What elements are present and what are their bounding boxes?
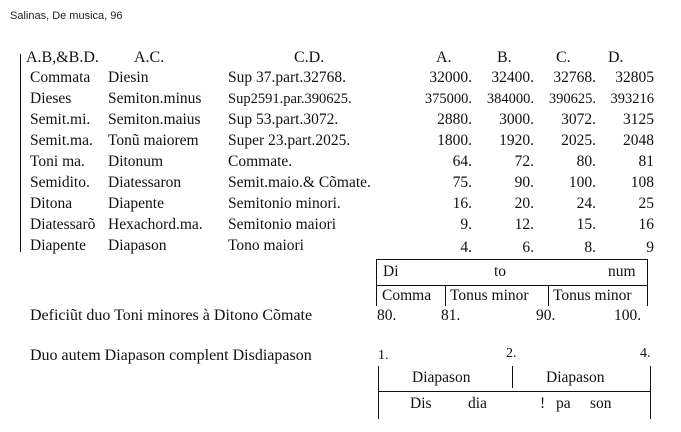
ditonum-di: Di: [383, 263, 399, 280]
cell-c2: Diapason: [108, 237, 167, 254]
disdiapason-right-rule: [650, 366, 651, 419]
cell-c3: Commate.: [228, 153, 293, 170]
header-col-b: B.: [497, 49, 512, 66]
cell-d: 393216: [610, 91, 654, 107]
cell-b: 90.: [514, 174, 534, 191]
cell-c: 15.: [576, 216, 596, 233]
header-col-cd: C.D.: [294, 49, 325, 66]
cell-b: 384000.: [486, 91, 534, 107]
disdiapason-pa: pa: [556, 395, 571, 412]
cell-d: 2048: [623, 132, 654, 149]
disdiapason-son: son: [590, 395, 612, 412]
header-col-ac: A.C.: [134, 49, 165, 66]
disdiapason-rule: [378, 391, 650, 392]
deficiunt-value-81: 81.: [441, 307, 461, 324]
cell-c3: Tono maiori: [228, 237, 304, 254]
ditonum-left-rule: [376, 259, 377, 306]
cell-d: 9: [646, 239, 654, 256]
duo-num-1: 1.: [378, 348, 389, 363]
cell-b: 3000.: [499, 111, 534, 128]
cell-a: 9.: [460, 216, 472, 233]
cell-c1: Semit.mi.: [30, 111, 91, 128]
cell-d: 16: [638, 216, 654, 233]
cell-c2: Diatessaron: [108, 174, 182, 191]
left-brace: [20, 54, 21, 252]
cell-a: 32000.: [429, 69, 472, 86]
cell-b: 20.: [514, 195, 534, 212]
cell-c2: Diesin: [108, 69, 149, 86]
disdiapason-left-rule: [378, 366, 379, 419]
cell-c: 100.: [568, 174, 596, 191]
cell-a: 64.: [452, 153, 472, 170]
cell-a: 2880.: [437, 111, 472, 128]
cell-c3: Sup 37.part.32768.: [228, 69, 346, 86]
deficiunt-value-90: 90.: [536, 307, 556, 324]
ditonum-divider-1: [445, 285, 446, 306]
cell-c1: Toni ma.: [30, 153, 85, 170]
cell-c3: Sup2591.par.390625.: [228, 91, 352, 107]
cell-c2: Semiton.maius: [108, 111, 201, 128]
duo-num-4: 4.: [640, 346, 651, 361]
cell-a: 4.: [460, 239, 472, 256]
cell-c1: Diatessarõ: [30, 216, 96, 233]
disdiapason-mid-rule: [512, 366, 513, 388]
cell-a: 75.: [452, 174, 472, 191]
header-col-c: C.: [556, 49, 571, 66]
cell-b: 1920.: [499, 132, 534, 149]
ditonum-divider-2: [548, 285, 549, 306]
cell-c: 2025.: [561, 132, 596, 149]
ditonum-num: num: [608, 263, 636, 280]
ditonum-cell-tonus-minor-2: Tonus minor: [553, 287, 632, 304]
cell-c2: Hexachord.ma.: [108, 216, 203, 233]
ditonum-to: to: [494, 263, 507, 280]
cell-c1: Ditona: [30, 195, 73, 212]
cell-b: 12.: [514, 216, 534, 233]
deficiunt-text: Deficiũt duo Toni minores à Ditono Cõmate: [30, 307, 313, 324]
cell-b: 32400.: [491, 69, 534, 86]
cell-c3: Semitonio maiori: [228, 216, 337, 233]
cell-c1: Semidito.: [30, 174, 90, 191]
cell-c2: Semiton.minus: [108, 90, 202, 107]
duo-num-2: 2.: [506, 346, 517, 361]
cell-a: 375000.: [424, 91, 472, 107]
cell-c2: Tonũ maiorem: [108, 132, 199, 149]
cell-c: 80.: [576, 153, 596, 170]
disdiapason-cell-diapason-2: Diapason: [546, 369, 605, 386]
cell-c3: Sup 53.part.3072.: [228, 111, 339, 128]
ditonum-cell-tonus-minor-1: Tonus minor: [450, 287, 529, 304]
disdiapason-dis: Dis: [410, 395, 432, 412]
ditonum-right-rule: [647, 259, 648, 306]
disdiapason-cell-diapason-1: Diapason: [412, 369, 471, 386]
cell-c1: Dieses: [30, 90, 72, 107]
cell-c: 32768.: [553, 69, 596, 86]
cell-c: 3072.: [561, 111, 596, 128]
cell-b: 6.: [522, 239, 534, 256]
cell-c: 24.: [576, 195, 596, 212]
ditonum-mid-rule: [376, 285, 648, 286]
header-col-d: D.: [608, 49, 624, 66]
cell-d: 81: [638, 153, 654, 170]
cell-a: 1800.: [437, 132, 472, 149]
header-col-ab-bd: A.B,&B.D.: [26, 49, 99, 66]
cell-d: 25: [638, 195, 654, 212]
cell-c: 390625.: [548, 91, 596, 107]
figure-caption: Salinas, De musica, 96: [10, 10, 123, 22]
cell-d: 32805: [615, 69, 654, 86]
cell-c2: Diapente: [108, 195, 164, 212]
deficiunt-value-80: 80.: [377, 307, 397, 324]
cell-c2: Ditonum: [108, 153, 164, 170]
deficiunt-value-100: 100.: [614, 307, 642, 324]
cell-c3: Super 23.part.2025.: [228, 132, 351, 149]
cell-c3: Semit.maio.& Cõmate.: [228, 174, 371, 191]
ditonum-cell-comma: Comma: [382, 287, 432, 304]
disdiapason-tick: !: [540, 395, 546, 412]
cell-c: 8.: [584, 239, 596, 256]
cell-c3: Semitonio minori.: [228, 195, 341, 212]
disdiapason-dia: dia: [468, 395, 487, 412]
cell-a: 16.: [452, 195, 472, 212]
cell-c1: Diapente: [30, 237, 86, 254]
duo-autem-text: Duo autem Diapason complent Disdiapason: [30, 347, 312, 364]
cell-b: 72.: [514, 153, 534, 170]
header-col-a: A.: [436, 49, 452, 66]
cell-d: 3125: [623, 111, 654, 128]
ditonum-top-rule: [376, 259, 648, 260]
cell-c1: Semit.ma.: [30, 132, 93, 149]
cell-c1: Commata: [30, 69, 91, 86]
cell-d: 108: [630, 174, 654, 191]
